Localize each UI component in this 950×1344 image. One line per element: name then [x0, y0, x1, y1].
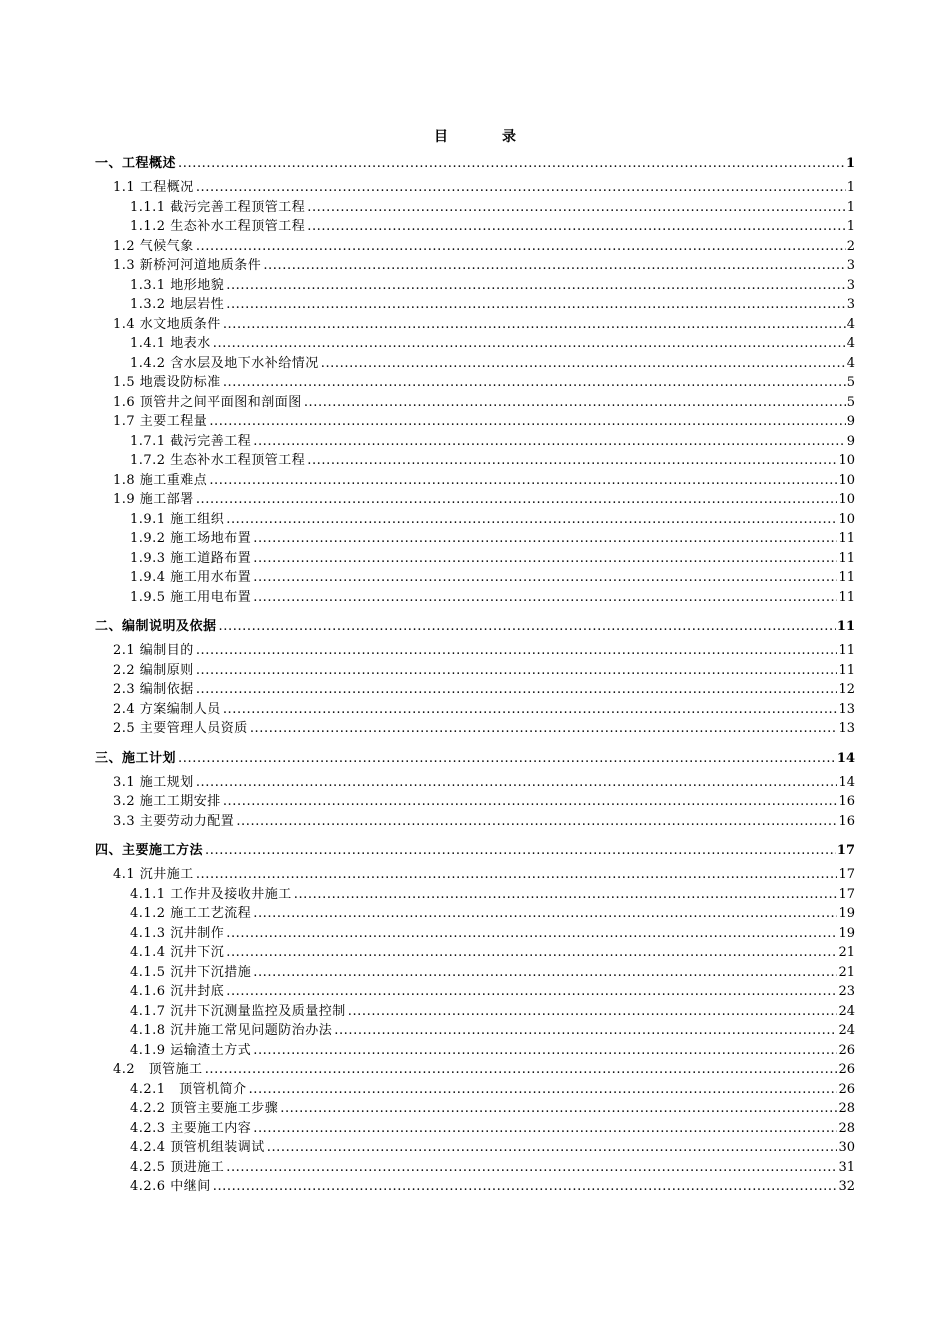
- toc-entry-label: 2.1 编制目的: [113, 643, 194, 658]
- toc-entry-label: 1.7.1 截污完善工程: [130, 433, 252, 449]
- toc-entry-page-number: 5: [846, 375, 855, 390]
- toc-entry[interactable]: [95, 237, 855, 257]
- toc-entry-page-number: 12: [838, 682, 855, 697]
- toc-entry-page-number: 10: [838, 511, 855, 527]
- toc-leader-dots: [305, 217, 846, 237]
- toc-leader-dots: [251, 432, 846, 452]
- toc-entry-page-number: 11: [838, 643, 855, 658]
- toc-entry-page-number: 21: [838, 945, 855, 960]
- toc-leader-dots: [265, 1138, 838, 1158]
- toc-entry-page-number: 2: [846, 238, 855, 254]
- toc-entry-page-number: 4: [846, 355, 855, 371]
- toc-entry-label: 1.9.1 施工组织: [130, 511, 225, 527]
- toc-entry[interactable]: [95, 451, 855, 471]
- toc-leader-dots: [207, 471, 837, 491]
- toc-entry-label: 2.4 方案编制人员: [113, 701, 221, 717]
- toc-entry-page-number: 3: [846, 277, 855, 293]
- toc-entry-label: 4.1.5 沉井下沉措施: [130, 964, 252, 980]
- toc-entry-page-number: 1: [845, 156, 855, 171]
- toc-entry-label: 4.1.6 沉井封底: [130, 984, 225, 999]
- toc-entry-page-number: 19: [838, 925, 855, 941]
- toc-entry-page-number: 16: [838, 813, 855, 829]
- toc-entry-page-number: 10: [838, 472, 855, 488]
- toc-entry-label: 1.1.1 截污完善工程顶管工程: [130, 199, 306, 215]
- toc-entry-label: 2.5 主要管理人员资质: [113, 721, 248, 736]
- toc-entry[interactable]: [95, 1177, 855, 1197]
- toc-entry-page-number: 17: [838, 867, 855, 882]
- toc-leader-dots: [224, 924, 837, 944]
- toc-entry-label: 4.2.6 中继间: [130, 1179, 211, 1194]
- toc-entry-label: 1.1.2 生态补水工程顶管工程: [130, 219, 306, 234]
- toc-entry[interactable]: [95, 1080, 855, 1100]
- toc-leader-dots: [217, 617, 836, 637]
- toc-entry-page-number: 10: [838, 492, 855, 507]
- toc-entry[interactable]: [95, 1158, 855, 1178]
- toc-entry-page-number: 11: [838, 570, 855, 585]
- toc-entry-page-number: 1: [846, 180, 855, 195]
- toc-entry-label: 1.9.3 施工道路布置: [130, 550, 252, 566]
- toc-leader-dots: [332, 1021, 837, 1041]
- toc-entry[interactable]: [95, 393, 855, 413]
- toc-entry-label: 4.1.1 工作井及接收井施工: [130, 886, 292, 902]
- toc-entry-page-number: 14: [838, 774, 855, 790]
- toc-leader-dots: [194, 641, 838, 661]
- toc-leader-dots: [319, 354, 846, 374]
- toc-leader-dots: [194, 178, 846, 198]
- toc-entry[interactable]: [95, 641, 855, 661]
- toc-entry[interactable]: [95, 1060, 855, 1080]
- toc-leader-dots: [305, 451, 837, 471]
- toc-entry-page-number: 28: [838, 1101, 855, 1116]
- toc-entry-page-number: 1: [846, 219, 855, 234]
- toc-entry[interactable]: [95, 1138, 855, 1158]
- toc-entry-label: 1.9.2 施工场地布置: [130, 531, 252, 546]
- toc-entry-label: 4.1.7 沉井下沉测量监控及质量控制: [130, 1003, 346, 1019]
- toc-entry[interactable]: [95, 373, 855, 393]
- toc-entry-label: 1.9.5 施工用电布置: [130, 589, 252, 605]
- toc-entry-page-number: 3: [846, 258, 855, 273]
- toc-entry-page-number: 26: [838, 1081, 855, 1097]
- toc-leader-dots: [221, 700, 838, 720]
- toc-entry-label: 3.2 施工工期安排: [113, 794, 221, 809]
- toc-entry-label: 4.1 沉井施工: [113, 867, 194, 882]
- toc-entry-page-number: 24: [838, 1003, 855, 1019]
- toc-entry[interactable]: [95, 432, 855, 452]
- toc-entry-label: 1.1 工程概况: [113, 180, 194, 195]
- toc-entry-label: 1.7.2 生态补水工程顶管工程: [130, 453, 306, 468]
- toc-entry-label: 4.1.4 沉井下沉: [130, 945, 225, 960]
- toc-entry[interactable]: [95, 885, 855, 905]
- toc-entry-label: 1.9.4 施工用水布置: [130, 570, 252, 585]
- toc-leader-dots: [176, 154, 845, 174]
- toc-entry[interactable]: [95, 315, 855, 335]
- toc-entry[interactable]: [95, 924, 855, 944]
- toc-leader-dots: [278, 1099, 837, 1119]
- toc-leader-dots: [248, 719, 838, 739]
- toc-entry[interactable]: [95, 1002, 855, 1022]
- toc-entry-page-number: 1: [846, 199, 855, 215]
- toc-entry[interactable]: [95, 749, 855, 769]
- toc-leader-dots: [305, 198, 846, 218]
- toc-leader-dots: [224, 943, 837, 963]
- toc-entry-label: 2.2 编制原则: [113, 662, 194, 678]
- toc-entry-page-number: 14: [836, 750, 855, 766]
- toc-entry-page-number: 19: [838, 906, 855, 921]
- toc-entry[interactable]: [95, 1099, 855, 1119]
- toc-leader-dots: [221, 373, 846, 393]
- toc-entry[interactable]: [95, 198, 855, 218]
- toc-entry-label: 4.2.2 顶管主要施工步骤: [130, 1101, 279, 1116]
- toc-entry[interactable]: [95, 792, 855, 812]
- toc-entry[interactable]: [95, 1119, 855, 1139]
- toc-entry-page-number: 11: [838, 531, 855, 546]
- toc-entry[interactable]: [95, 617, 855, 637]
- toc-entry-label: 3.3 主要劳动力配置: [113, 813, 235, 829]
- toc-entry-label: 1.4 水文地质条件: [113, 316, 221, 332]
- toc-entry-page-number: 11: [838, 550, 855, 566]
- toc-leader-dots: [224, 295, 846, 315]
- toc-entry[interactable]: [95, 490, 855, 510]
- toc-entry-label: 4.1.2 施工工艺流程: [130, 906, 252, 921]
- toc-entry[interactable]: [95, 178, 855, 198]
- toc-entry[interactable]: [95, 412, 855, 432]
- toc-entry[interactable]: [95, 256, 855, 276]
- toc-entry[interactable]: [95, 334, 855, 354]
- toc-leader-dots: [251, 568, 837, 588]
- toc-entry-page-number: 11: [838, 589, 855, 605]
- toc-entry-label: 三、施工计划: [95, 750, 177, 766]
- toc-entry-label: 1.4.1 地表水: [130, 336, 211, 351]
- toc-entry-label: 4.2.5 顶进施工: [130, 1159, 225, 1175]
- toc-entry-label: 4.1.8 沉井施工常见问题防治办法: [130, 1023, 333, 1038]
- toc-entry-label: 1.7 主要工程量: [113, 414, 208, 429]
- toc-leader-dots: [211, 334, 846, 354]
- toc-entry-label: 1.3.2 地层岩性: [130, 297, 225, 312]
- toc-entry-page-number: 26: [838, 1062, 855, 1077]
- toc-entry-page-number: 11: [836, 619, 855, 634]
- toc-leader-dots: [221, 315, 846, 335]
- toc-leader-dots: [346, 1002, 838, 1022]
- toc-entry-page-number: 17: [836, 843, 855, 858]
- toc-entry-page-number: 4: [846, 336, 855, 351]
- toc-entry-label: 4.2 顶管施工: [113, 1062, 203, 1077]
- toc-leader-dots: [221, 792, 838, 812]
- toc-entry[interactable]: [95, 943, 855, 963]
- toc-leader-dots: [176, 749, 836, 769]
- toc-entry-page-number: 16: [838, 794, 855, 809]
- toc-entry-label: 4.1.9 运输渣土方式: [130, 1042, 252, 1058]
- toc-leader-dots: [194, 773, 838, 793]
- toc-leader-dots: [224, 982, 837, 1002]
- toc-leader-dots: [203, 841, 836, 861]
- toc-entry[interactable]: [95, 354, 855, 374]
- toc-entry[interactable]: [95, 529, 855, 549]
- toc-entry-page-number: 5: [846, 394, 855, 410]
- toc-leader-dots: [251, 529, 837, 549]
- toc-entry-label: 四、主要施工方法: [95, 843, 204, 858]
- toc-entry-page-number: 13: [838, 721, 855, 736]
- toc-entry-label: 4.2.1 顶管机简介: [130, 1081, 247, 1097]
- toc-entry-label: 2.3 编制依据: [113, 682, 194, 697]
- toc-leader-dots: [224, 276, 846, 296]
- toc-leader-dots: [251, 963, 837, 983]
- toc-entry[interactable]: [95, 295, 855, 315]
- toc-entry-label: 4.2.4 顶管机组装调试: [130, 1140, 265, 1155]
- toc-entry-label: 1.9 施工部署: [113, 492, 194, 507]
- toc-leader-dots: [251, 588, 837, 608]
- toc-entry-page-number: 11: [838, 662, 855, 678]
- toc-entry[interactable]: [95, 276, 855, 296]
- toc-entry[interactable]: [95, 217, 855, 237]
- toc-entry[interactable]: [95, 773, 855, 793]
- toc-leader-dots: [194, 680, 838, 700]
- toc-leader-dots: [251, 549, 837, 569]
- toc-entry[interactable]: [95, 661, 855, 681]
- toc-entry-page-number: 26: [838, 1042, 855, 1058]
- toc-leader-dots: [247, 1080, 838, 1100]
- toc-entries: [95, 154, 855, 1197]
- toc-entry[interactable]: [95, 963, 855, 983]
- toc-leader-dots: [234, 812, 837, 832]
- toc-entry[interactable]: [95, 1021, 855, 1041]
- toc-entry[interactable]: [95, 680, 855, 700]
- toc-entry-page-number: 24: [838, 1023, 855, 1038]
- toc-entry-label: 一、工程概述: [95, 156, 177, 171]
- toc-leader-dots: [207, 412, 845, 432]
- toc-entry[interactable]: [95, 982, 855, 1002]
- toc-leader-dots: [224, 510, 837, 530]
- toc-entry-label: 4.1.3 沉井制作: [130, 925, 225, 941]
- toc-entry-label: 1.3 新桥河河道地质条件: [113, 258, 262, 273]
- toc-entry[interactable]: [95, 719, 855, 739]
- toc-leader-dots: [194, 865, 838, 885]
- toc-leader-dots: [224, 1158, 837, 1178]
- toc-entry-page-number: 28: [838, 1120, 855, 1136]
- toc-entry-label: 3.1 施工规划: [113, 774, 194, 790]
- toc-entry-label: 二、编制说明及依据: [95, 619, 217, 634]
- toc-leader-dots: [251, 1119, 837, 1139]
- toc-title: 目 录: [434, 129, 536, 145]
- toc-leader-dots: [302, 393, 846, 413]
- toc-leader-dots: [194, 237, 846, 257]
- toc-leader-dots: [194, 490, 838, 510]
- toc-entry-label: 1.4.2 含水层及地下水补给情况: [130, 355, 319, 371]
- toc-leader-dots: [261, 256, 845, 276]
- toc-leader-dots: [211, 1177, 838, 1197]
- toc-entry-page-number: 13: [838, 701, 855, 717]
- toc-entry[interactable]: [95, 700, 855, 720]
- toc-entry-page-number: 31: [838, 1159, 855, 1175]
- toc-entry[interactable]: [95, 1041, 855, 1061]
- toc-entry-label: 1.3.1 地形地貌: [130, 277, 225, 293]
- toc-entry-page-number: 30: [838, 1140, 855, 1155]
- toc-entry-label: 1.5 地震设防标准: [113, 375, 221, 390]
- toc-entry[interactable]: [95, 904, 855, 924]
- toc-leader-dots: [292, 885, 838, 905]
- toc-leader-dots: [251, 1041, 837, 1061]
- toc-entry-page-number: 10: [838, 453, 855, 468]
- toc-entry-page-number: 9: [846, 433, 855, 449]
- toc-entry-page-number: 21: [838, 964, 855, 980]
- toc-entry-label: 1.8 施工重难点: [113, 472, 208, 488]
- toc-entry[interactable]: [95, 471, 855, 491]
- toc-entry[interactable]: [95, 841, 855, 861]
- toc-entry[interactable]: [95, 154, 855, 174]
- toc-entry[interactable]: [95, 568, 855, 588]
- toc-entry[interactable]: [95, 865, 855, 885]
- toc-entry-label: 1.2 气候气象: [113, 238, 194, 254]
- toc-leader-dots: [251, 904, 837, 924]
- toc-entry-page-number: 9: [846, 414, 855, 429]
- toc-leader-dots: [203, 1060, 838, 1080]
- toc-entry-label: 1.6 顶管井之间平面图和剖面图: [113, 394, 302, 410]
- toc-entry[interactable]: [95, 549, 855, 569]
- toc-entry[interactable]: [95, 510, 855, 530]
- toc-entry-page-number: 23: [838, 984, 855, 999]
- toc-entry[interactable]: [95, 588, 855, 608]
- toc-entry-page-number: 17: [838, 886, 855, 902]
- toc-leader-dots: [194, 661, 838, 681]
- toc-entry-page-number: 32: [838, 1179, 855, 1194]
- toc-entry-page-number: 4: [846, 316, 855, 332]
- toc-entry-page-number: 3: [846, 297, 855, 312]
- toc-entry-label: 4.2.3 主要施工内容: [130, 1120, 252, 1136]
- toc-entry[interactable]: [95, 812, 855, 832]
